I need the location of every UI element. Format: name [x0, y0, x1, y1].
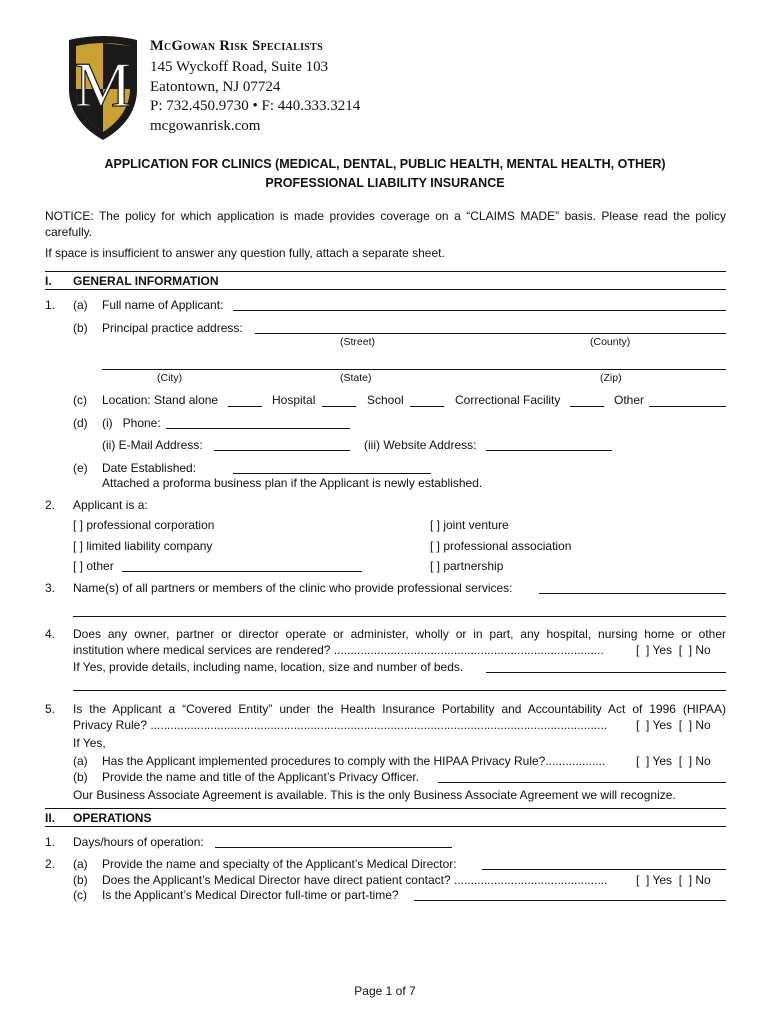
hospital-field[interactable]	[322, 406, 356, 407]
q4-details-field-2[interactable]	[73, 690, 726, 691]
days-hours-label: Days/hours of operation:	[73, 835, 204, 849]
partners-field-1[interactable]	[539, 593, 726, 594]
date-established-label: Date Established:	[102, 461, 197, 475]
q5a-text: Has the Applicant implemented procedures to comply with the HIPAA Privacy Rule?..................	[102, 754, 606, 768]
section1-title: GENERAL INFORMATION	[73, 274, 219, 288]
other-entity-field[interactable]	[122, 571, 362, 572]
s2-q2-number: 2.	[45, 857, 56, 871]
form-title-line1: APPLICATION FOR CLINICS (MEDICAL, DENTAL, PUBLIC HEALTH, MENTAL HEALTH, OTHER)	[104, 157, 666, 171]
date-established-field[interactable]	[233, 473, 431, 474]
option-llc[interactable]: [ ] limited liability company	[73, 539, 213, 553]
q1a-label: Full name of Applicant:	[102, 298, 224, 312]
partners-field-2[interactable]	[73, 616, 726, 617]
days-hours-field[interactable]	[215, 847, 452, 848]
q1-number: 1.	[45, 298, 56, 312]
q3-number: 3.	[45, 581, 56, 595]
email-field[interactable]	[214, 450, 350, 451]
s2-q2c-text: Is the Applicant’s Medical Director full-time or part-time?	[102, 888, 399, 902]
option-joint-venture[interactable]: [ ] joint venture	[430, 518, 509, 532]
q5a-letter: (a)	[73, 754, 88, 768]
q1d-letter: (d)	[73, 416, 88, 430]
phone-label: (i) Phone:	[102, 416, 161, 430]
q5-if-yes: If Yes,	[73, 736, 106, 750]
q1a-letter: (a)	[73, 298, 88, 312]
location-stand-alone-label: Location: Stand alone	[102, 393, 219, 407]
business-associate-note: Our Business Associate Agreement is available. This is the only Business Associate Agreement we will recognize.	[73, 788, 676, 802]
company-address-line2: Eatontown, NJ 07724	[150, 79, 281, 95]
other-location-label: Other	[614, 393, 645, 407]
q4-details-field-1[interactable]	[486, 672, 726, 673]
section1-number: I.	[45, 274, 52, 288]
q5a-yes-no[interactable]: [ ] Yes [ ] No	[636, 754, 711, 768]
city-state-zip-field[interactable]	[102, 369, 726, 370]
q5b-letter: (b)	[73, 770, 88, 784]
hospital-label: Hospital	[272, 393, 316, 407]
medical-director-field[interactable]	[482, 869, 726, 870]
s2-q2a-letter: (a)	[73, 857, 88, 871]
company-website: mcgowanrisk.com	[150, 118, 261, 134]
website-field[interactable]	[486, 450, 612, 451]
section2-number: II.	[45, 811, 56, 825]
zip-caption: (Zip)	[600, 372, 622, 384]
city-caption: (City)	[157, 372, 183, 384]
q1e-letter: (e)	[73, 461, 88, 475]
q4-line2: institution where medical services are rendered? .................................................................................	[73, 643, 604, 657]
county-caption: (County)	[590, 336, 631, 348]
notice-text: NOTICE: The policy for which application is made provides coverage on a “CLAIMS MADE” basis. Please read the policy carefully.	[45, 209, 726, 239]
email-label: (ii) E-Mail Address:	[102, 438, 203, 452]
q5-number: 5.	[45, 702, 56, 716]
q2-label: Applicant is a:	[73, 498, 148, 512]
q4-details-label: If Yes, provide details, including name, location, size and number of beds.	[73, 660, 464, 674]
school-field[interactable]	[410, 406, 444, 407]
correctional-field[interactable]	[570, 406, 604, 407]
s2-q2b-yes-no[interactable]: [ ] Yes [ ] No	[636, 873, 711, 887]
option-partnership[interactable]: [ ] partnership	[430, 559, 504, 573]
company-logo-shield-icon	[65, 34, 141, 142]
form-title-line2: PROFESSIONAL LIABILITY INSURANCE	[265, 176, 505, 190]
street-caption: (Street)	[340, 336, 376, 348]
other-location-field[interactable]	[649, 406, 726, 407]
s2-q2b-letter: (b)	[73, 873, 88, 887]
s2-q2b-text: Does the Applicant’s Medical Director have direct patient contact? ..............................................	[102, 873, 608, 887]
q4-yes-no[interactable]: [ ] Yes [ ] No	[636, 643, 711, 657]
space-note: If space is insufficient to answer any question fully, attach a separate sheet.	[45, 246, 445, 260]
q5-line1: Is the Applicant a “Covered Entity” under the Health Insurance Portability and Accountability Act of 1996 (HIPAA)	[73, 702, 726, 716]
company-address-line1: 145 Wyckoff Road, Suite 103	[150, 59, 329, 75]
q1b-label: Principal practice address:	[102, 321, 243, 335]
q2-number: 2.	[45, 498, 56, 512]
q1c-letter: (c)	[73, 393, 87, 407]
phone-field[interactable]	[166, 428, 350, 429]
q5-line2: Privacy Rule? .........................................................................................................................................	[73, 718, 608, 732]
website-label: (iii) Website Address:	[364, 438, 477, 452]
state-caption: (State)	[340, 372, 372, 384]
option-professional-corporation[interactable]: [ ] professional corporation	[73, 518, 215, 532]
q4-number: 4.	[45, 627, 56, 641]
company-phone-fax: P: 732.450.9730 • F: 440.333.3214	[150, 98, 361, 114]
q3-label: Name(s) of all partners or members of the clinic who provide professional services:	[73, 581, 513, 595]
school-label: School	[367, 393, 404, 407]
q4-line1: Does any owner, partner or director operate or administer, wholly or in part, any hospital, nursing home or other	[73, 627, 726, 641]
option-professional-association[interactable]: [ ] professional association	[430, 539, 572, 553]
s2-q2c-letter: (c)	[73, 888, 87, 902]
privacy-officer-field[interactable]	[438, 782, 726, 783]
company-name: McGowan Risk Specialists	[150, 38, 323, 54]
page-number: Page 1 of 7	[354, 984, 416, 998]
q5b-text: Provide the name and title of the Applicant’s Privacy Officer.	[102, 770, 420, 784]
stand-alone-field[interactable]	[228, 406, 262, 407]
correctional-label: Correctional Facility	[455, 393, 561, 407]
section2-title: OPERATIONS	[73, 811, 152, 825]
full-part-time-field[interactable]	[414, 900, 726, 901]
logo-letter: M	[74, 49, 132, 120]
applicant-name-field[interactable]	[233, 310, 726, 311]
q1b-letter: (b)	[73, 321, 88, 335]
s2-q2a-text: Provide the name and specialty of the Applicant’s Medical Director:	[102, 857, 457, 871]
q5-yes-no[interactable]: [ ] Yes [ ] No	[636, 718, 711, 732]
option-other[interactable]: [ ] other	[73, 559, 114, 573]
street-field[interactable]	[255, 333, 726, 334]
business-plan-note: Attached a proforma business plan if the Applicant is newly established.	[102, 476, 483, 490]
s2-q1-number: 1.	[45, 835, 56, 849]
